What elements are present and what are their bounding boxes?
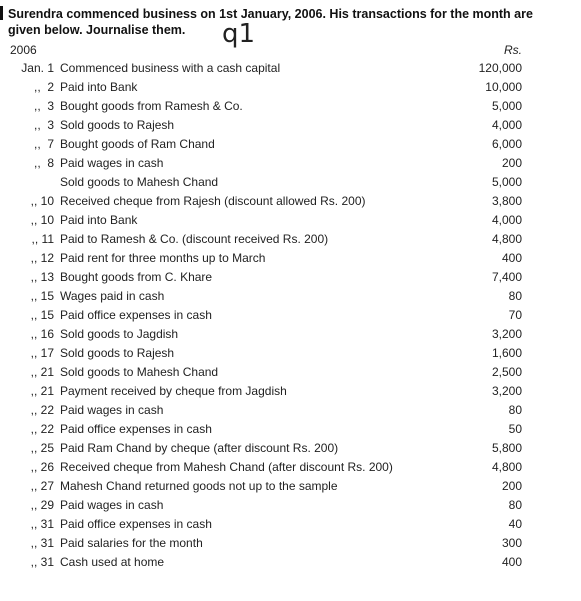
transaction-row [0,401,581,420]
transaction-row [0,420,581,439]
transaction-description: Paid office expenses in cash [60,422,212,436]
transaction-description: Cash used at home [60,555,165,569]
transaction-amount: 400 [501,251,522,265]
transaction-row [0,97,581,116]
transactions-list [0,59,581,572]
transaction-date: ,, 31 [30,517,54,531]
transaction-amount: 2,500 [491,365,522,379]
transaction-amount: 5,800 [491,441,522,455]
transaction-date: ,, 25 [30,441,54,455]
transaction-date: ,, 3 [33,99,54,113]
transaction-date: ,, 7 [33,137,54,151]
transaction-amount: 5,000 [491,175,522,189]
transaction-amount: 40 [508,517,522,531]
transaction-description: Paid salaries for the month [60,536,203,550]
transaction-amount: 7,400 [491,270,522,284]
transaction-amount: 120,000 [478,61,522,75]
transaction-description: Paid to Ramesh & Co. (discount received Rs. 200) [60,232,329,246]
transaction-row [0,268,581,287]
transaction-row [0,230,581,249]
transaction-date: ,, 22 [30,422,54,436]
transaction-date: ,, 26 [30,460,54,474]
transaction-description: Paid wages in cash [60,156,164,170]
transaction-row [0,458,581,477]
transaction-date: ,, 12 [30,251,54,265]
transaction-date: ,, 3 [33,118,54,132]
transaction-amount: 6,000 [491,137,522,151]
transaction-description: Bought goods of Ram Chand [60,137,215,151]
transaction-description: Bought goods from C. Khare [60,270,213,284]
transaction-description: Sold goods to Rajesh [60,118,175,132]
transaction-row [0,116,581,135]
transaction-row [0,287,581,306]
currency-header: Rs. [504,43,522,57]
transaction-description: Paid office expenses in cash [60,308,212,322]
transaction-row [0,173,581,192]
transaction-row [0,382,581,401]
transaction-amount: 3,800 [491,194,522,208]
transaction-description: Received cheque from Rajesh (discount allowed Rs. 200) [60,194,366,208]
transaction-description: Paid into Bank [60,80,138,94]
transaction-date: ,, 16 [30,327,54,341]
transaction-date: ,, 10 [30,213,54,227]
transaction-description: Paid wages in cash [60,498,164,512]
transaction-amount: 4,800 [491,460,522,474]
transaction-amount: 300 [501,536,522,550]
transaction-date: ,, 2 [33,80,54,94]
transaction-description: Sold goods to Mahesh Chand [60,175,219,189]
transaction-amount: 4,000 [491,213,522,227]
transaction-amount: 50 [508,422,522,436]
transaction-date: ,, 11 [31,232,54,246]
transaction-row [0,211,581,230]
transaction-amount: 1,600 [491,346,522,360]
transaction-description: Bought goods from Ramesh & Co. [60,99,243,113]
transaction-amount: 200 [501,156,522,170]
transaction-amount: 4,000 [491,118,522,132]
transaction-row [0,325,581,344]
transaction-description: Sold goods to Jagdish [60,327,179,341]
transaction-row [0,515,581,534]
transaction-description: Wages paid in cash [60,289,165,303]
transaction-amount: 4,800 [491,232,522,246]
transaction-date: ,, 13 [30,270,54,284]
transaction-date: ,, 21 [30,365,54,379]
transaction-row [0,154,581,173]
transaction-row [0,59,581,78]
transaction-amount: 3,200 [491,327,522,341]
transaction-amount: 80 [508,498,522,512]
transaction-description: Mahesh Chand returned goods not up to the sample [60,479,338,493]
transaction-row [0,249,581,268]
transaction-amount: 70 [508,308,522,322]
transaction-description: Commenced business with a cash capital [60,61,281,75]
transaction-date: ,, 17 [30,346,54,360]
transaction-row [0,439,581,458]
transaction-date: ,, 10 [30,194,54,208]
transaction-description: Received cheque from Mahesh Chand (after discount Rs. 200) [60,460,393,474]
transaction-row [0,363,581,382]
transaction-description: Paid wages in cash [60,403,164,417]
transaction-description: Payment received by cheque from Jagdish [60,384,287,398]
transaction-date: ,, 31 [30,536,54,550]
transaction-description: Sold goods to Mahesh Chand [60,365,219,379]
transaction-date: ,, 15 [30,289,54,303]
transaction-description: Paid Ram Chand by cheque (after discount Rs. 200) [60,441,339,455]
transaction-row [0,534,581,553]
transaction-row [0,553,581,572]
transaction-date: Jan. 1 [21,61,54,75]
transaction-amount: 10,000 [485,80,522,94]
question-heading: Surendra commenced business on 1st January, 2006. His transactions for the month are given below. Journalise them. [8,7,533,37]
transaction-row [0,135,581,154]
transaction-date: ,, 29 [30,498,54,512]
transaction-description: Sold goods to Rajesh [60,346,175,360]
transaction-amount: 80 [508,289,522,303]
transaction-row [0,306,581,325]
transaction-date: ,, 15 [30,308,54,322]
transaction-date: ,, 22 [30,403,54,417]
transaction-description: Paid into Bank [60,213,138,227]
transaction-row [0,192,581,211]
transaction-row [0,78,581,97]
transaction-date: ,, 21 [30,384,54,398]
transaction-amount: 5,000 [491,99,522,113]
year-header: 2006 [10,43,37,57]
transaction-amount: 400 [501,555,522,569]
transaction-row [0,477,581,496]
transaction-date: ,, 8 [33,156,54,170]
transaction-date: ,, 31 [30,555,54,569]
transaction-row [0,496,581,515]
transaction-description: Paid office expenses in cash [60,517,212,531]
transaction-row [0,344,581,363]
transaction-description: Paid rent for three months up to March [60,251,266,265]
transaction-date: ,, 27 [30,479,54,493]
transaction-amount: 200 [501,479,522,493]
transaction-amount: 80 [508,403,522,417]
handwritten-annotation: q1 [222,19,256,49]
transaction-amount: 3,200 [491,384,522,398]
margin-bar [0,6,3,20]
